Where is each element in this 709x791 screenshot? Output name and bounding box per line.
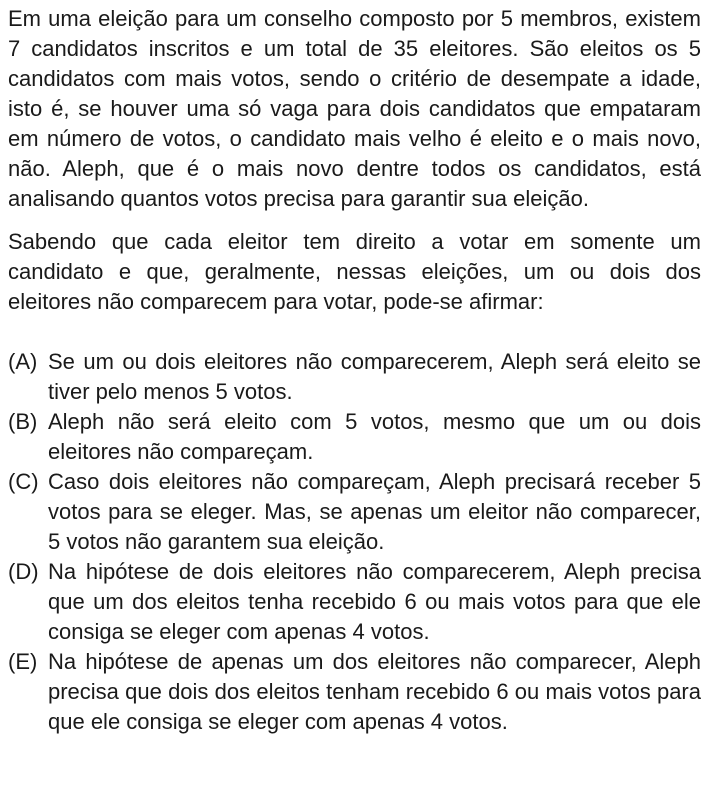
option-text: Na hipótese de apenas um dos eleitores não comparecer, Aleph precisa que dois dos eleitos tenham recebido 6 ou mais votos para que ele consiga se eleger com apenas 4 votos. <box>48 649 701 734</box>
option-b[interactable] <box>8 407 701 467</box>
option-d[interactable] <box>8 557 701 647</box>
option-letter: (D) <box>8 559 39 584</box>
option-text: Aleph não será eleito com 5 votos, mesmo que um ou dois eleitores não compareçam. <box>48 409 701 464</box>
option-letter: (C) <box>8 469 39 494</box>
option-e[interactable] <box>8 647 701 737</box>
option-letter: (E) <box>8 649 38 674</box>
question-paragraph-1: Em uma eleição para um conselho composto por 5 membros, existem 7 candidatos inscritos e um total de 35 eleitores. São eleitos os 5 candidatos com mais votos, sendo o critério de desempate a idade, isto é, se houver uma só vaga para dois candidatos que empataram em número de votos, o candidato mais velho é eleito e o mais novo, não. Aleph, que é o mais novo dentre todos os candidatos, está analisando quantos votos precisa para garantir sua eleição. <box>8 6 701 211</box>
answer-options <box>8 347 701 737</box>
option-letter: (A) <box>8 349 38 374</box>
option-text: Se um ou dois eleitores não comparecerem, Aleph será eleito se tiver pelo menos 5 votos. <box>48 349 701 404</box>
question-paragraph-2: Sabendo que cada eleitor tem direito a votar em somente um candidato e que, geralmente, nessas eleições, um ou dois dos eleitores não comparecem para votar, pode-se afirmar: <box>8 229 701 314</box>
option-text: Na hipótese de dois eleitores não comparecerem, Aleph precisa que um dos eleitos tenha recebido 6 ou mais votos para que ele consiga se eleger com apenas 4 votos. <box>48 559 701 644</box>
option-c[interactable] <box>8 467 701 557</box>
option-letter: (B) <box>8 409 38 434</box>
option-text: Caso dois eleitores não compareçam, Aleph precisará receber 5 votos para se eleger. Mas, se apenas um eleitor não comparecer, 5 votos não garantem sua eleição. <box>48 469 701 554</box>
option-a[interactable] <box>8 347 701 407</box>
